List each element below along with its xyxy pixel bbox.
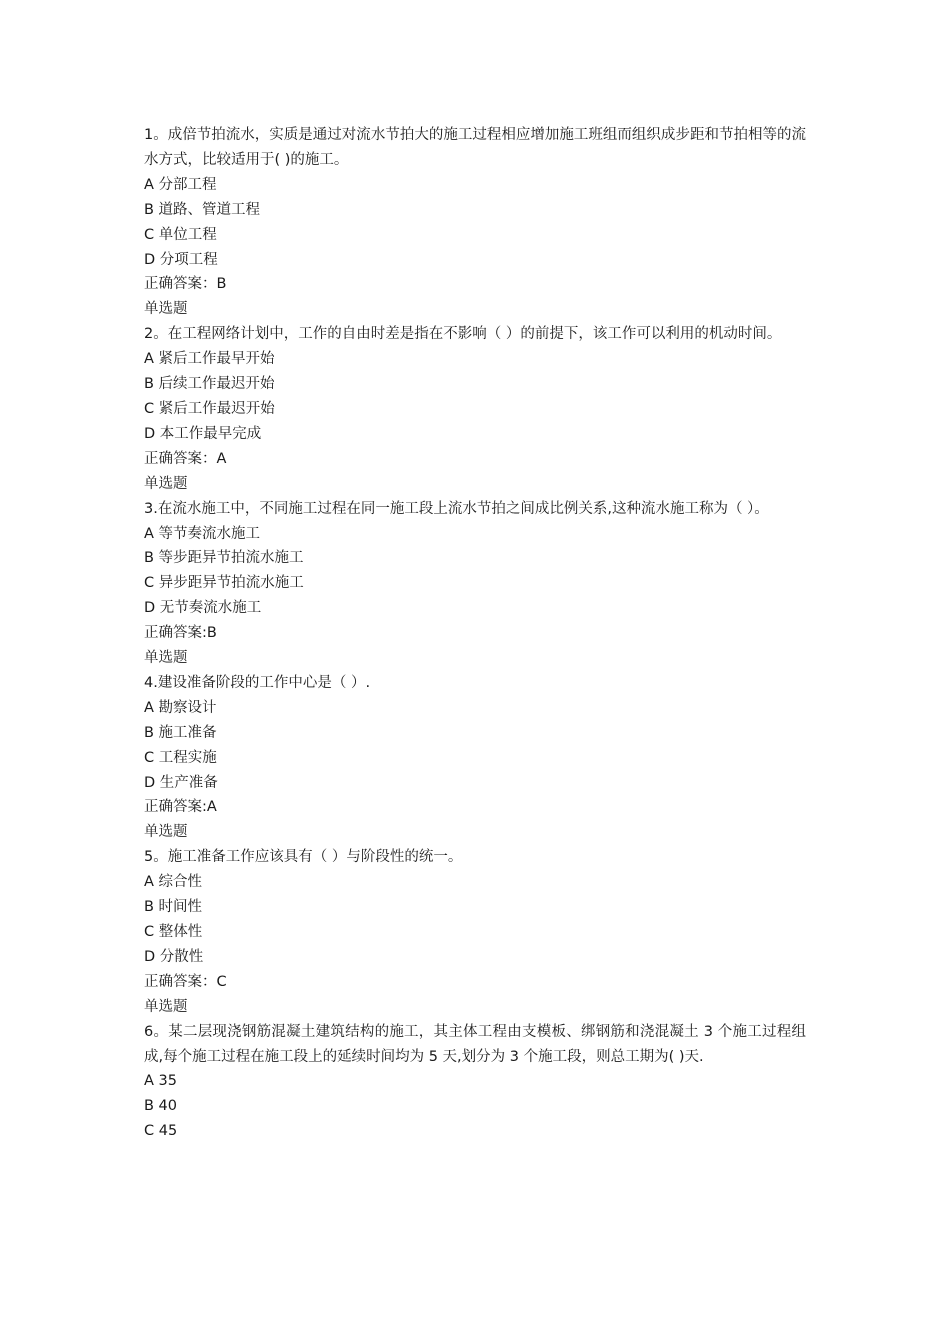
correct-answer: 正确答案：A	[144, 450, 227, 467]
option-c: C 45	[144, 1123, 178, 1140]
option-b: B 施工准备	[144, 724, 217, 741]
option-c: C 整体性	[144, 924, 203, 940]
question-type: 单选题	[144, 824, 188, 841]
option-b: B 等步距异节拍流水施工	[144, 550, 304, 567]
option-a: A 勘察设计	[144, 699, 217, 716]
correct-answer: 正确答案:B	[144, 625, 217, 642]
question-list	[144, 123, 806, 1144]
option-d: D 本工作最早完成	[144, 425, 262, 442]
question-2	[144, 322, 806, 496]
option-c: C 工程实施	[144, 749, 217, 766]
option-b: B 时间性	[144, 899, 203, 916]
question-type: 单选题	[144, 475, 188, 492]
option-d: D 无节奏流水施工	[144, 600, 262, 617]
question-5	[144, 845, 806, 1019]
option-b: B 40	[144, 1098, 178, 1115]
question-stem: 1。成倍节拍流水，实质是通过对流水节拍大的施工过程相应增加施工班组而组织成步距和节拍相等的流水方式，比较适用于( )的施工。	[144, 127, 806, 168]
option-b: B 道路、管道工程	[144, 201, 261, 218]
correct-answer: 正确答案：C	[144, 973, 227, 990]
option-d: D 分散性	[144, 948, 204, 965]
option-a: A 综合性	[144, 874, 203, 891]
option-a: A 分部工程	[144, 176, 217, 193]
option-c: C 紧后工作最迟开始	[144, 400, 275, 417]
question-stem: 4.建设准备阶段的工作中心是（ ）.	[144, 674, 371, 691]
option-b: B 后续工作最迟开始	[144, 376, 275, 393]
option-a: A 35	[144, 1073, 177, 1090]
correct-answer: 正确答案:A	[144, 799, 217, 816]
question-type: 单选题	[144, 998, 188, 1015]
question-1	[144, 123, 806, 322]
option-a: A 等节奏流水施工	[144, 525, 261, 542]
option-d: D 生产准备	[144, 774, 218, 791]
option-a: A 紧后工作最早开始	[144, 351, 275, 368]
question-3	[144, 497, 806, 671]
question-stem: 2。在工程网络计划中，工作的自由时差是指在不影响（ ）的前提下，该工作可以利用的机动时间。	[144, 326, 782, 343]
correct-answer: 正确答案：B	[144, 276, 227, 293]
question-4	[144, 671, 806, 845]
question-type: 单选题	[144, 650, 188, 667]
option-c: C 异步距异节拍流水施工	[144, 575, 304, 592]
option-d: D 分项工程	[144, 251, 218, 268]
question-type: 单选题	[144, 301, 188, 318]
option-c: C 单位工程	[144, 226, 217, 243]
question-stem: 3.在流水施工中，不同施工过程在同一施工段上流水节拍之间成比例关系,这种流水施工称为（ ）。	[144, 500, 769, 517]
question-stem: 5。施工准备工作应该具有（ ）与阶段性的统一。	[144, 849, 463, 866]
question-stem: 6。某二层现浇钢筋混凝土建筑结构的施工，其主体工程由支模板、绑钢筋和浇混凝土 3 个施工过程组成,每个施工过程在施工段上的延续时间均为 5 天,划分为 3 个施工段，则总工期为( )天.	[144, 1023, 806, 1065]
question-6	[144, 1020, 806, 1145]
